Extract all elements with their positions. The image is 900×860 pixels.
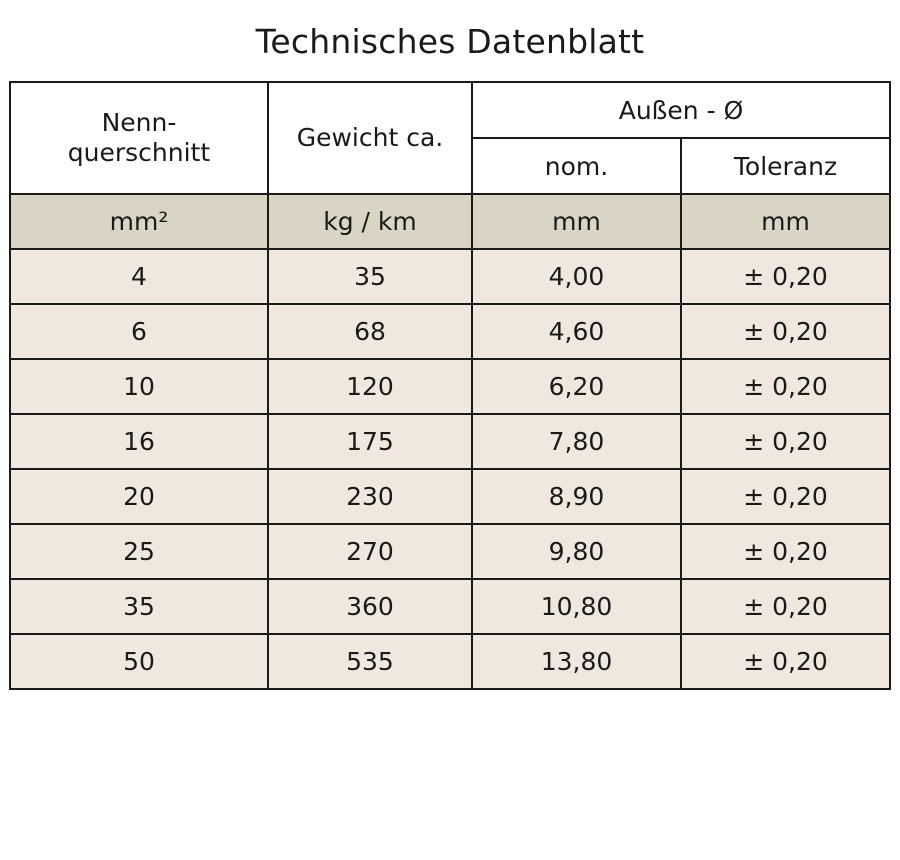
- cell-nennquerschnitt: 10: [10, 359, 268, 414]
- cell-toleranz: ± 0,20: [681, 579, 890, 634]
- header-nennquerschnitt-line2: querschnitt: [67, 138, 211, 167]
- cell-toleranz: ± 0,20: [681, 304, 890, 359]
- table-row: [10, 359, 890, 414]
- header-nennquerschnitt-line1: Nenn-: [101, 107, 177, 137]
- table-row: [10, 524, 890, 579]
- cell-gewicht: 535: [268, 634, 472, 689]
- cell-gewicht: 360: [268, 579, 472, 634]
- cell-nominal: 7,80: [472, 414, 681, 469]
- cell-nennquerschnitt: 25: [10, 524, 268, 579]
- cell-nennquerschnitt: 4: [10, 249, 268, 304]
- header-cell-nominal: nom.: [472, 138, 681, 194]
- cell-gewicht: 270: [268, 524, 472, 579]
- table-row: [10, 469, 890, 524]
- cell-toleranz: ± 0,20: [681, 634, 890, 689]
- table-row: [10, 414, 890, 469]
- cell-toleranz: ± 0,20: [681, 249, 890, 304]
- cell-gewicht: 35: [268, 249, 472, 304]
- cell-nennquerschnitt: 6: [10, 304, 268, 359]
- header-cell-toleranz: Toleranz: [681, 138, 890, 194]
- table-row: [10, 579, 890, 634]
- cell-toleranz: ± 0,20: [681, 469, 890, 524]
- header-cell-gewicht: Gewicht ca.: [268, 82, 472, 194]
- unit-cell-gewicht: kg / km: [268, 194, 472, 249]
- cell-toleranz: ± 0,20: [681, 524, 890, 579]
- table-units-row: [10, 194, 890, 249]
- technical-data-table: [9, 81, 891, 690]
- cell-toleranz: ± 0,20: [681, 359, 890, 414]
- header-cell-aussen-durchmesser: Außen - Ø: [472, 82, 890, 138]
- cell-gewicht: 175: [268, 414, 472, 469]
- table-row: [10, 634, 890, 689]
- cell-nominal: 4,60: [472, 304, 681, 359]
- cell-nominal: 4,00: [472, 249, 681, 304]
- cell-nominal: 9,80: [472, 524, 681, 579]
- table-row: [10, 304, 890, 359]
- cell-nominal: 8,90: [472, 469, 681, 524]
- cell-gewicht: 68: [268, 304, 472, 359]
- page-title: Technisches Datenblatt: [255, 22, 645, 61]
- cell-nennquerschnitt: 50: [10, 634, 268, 689]
- cell-gewicht: 230: [268, 469, 472, 524]
- cell-nennquerschnitt: 20: [10, 469, 268, 524]
- cell-gewicht: 120: [268, 359, 472, 414]
- cell-nennquerschnitt: 35: [10, 579, 268, 634]
- unit-cell-nominal: mm: [472, 194, 681, 249]
- cell-nominal: 13,80: [472, 634, 681, 689]
- header-cell-nennquerschnitt: [10, 82, 268, 194]
- unit-cell-nennquerschnitt: mm²: [10, 194, 268, 249]
- cell-nennquerschnitt: 16: [10, 414, 268, 469]
- cell-nominal: 10,80: [472, 579, 681, 634]
- cell-toleranz: ± 0,20: [681, 414, 890, 469]
- unit-cell-toleranz: mm: [681, 194, 890, 249]
- cell-nominal: 6,20: [472, 359, 681, 414]
- table-row: [10, 249, 890, 304]
- table-header-row-main: [10, 82, 890, 138]
